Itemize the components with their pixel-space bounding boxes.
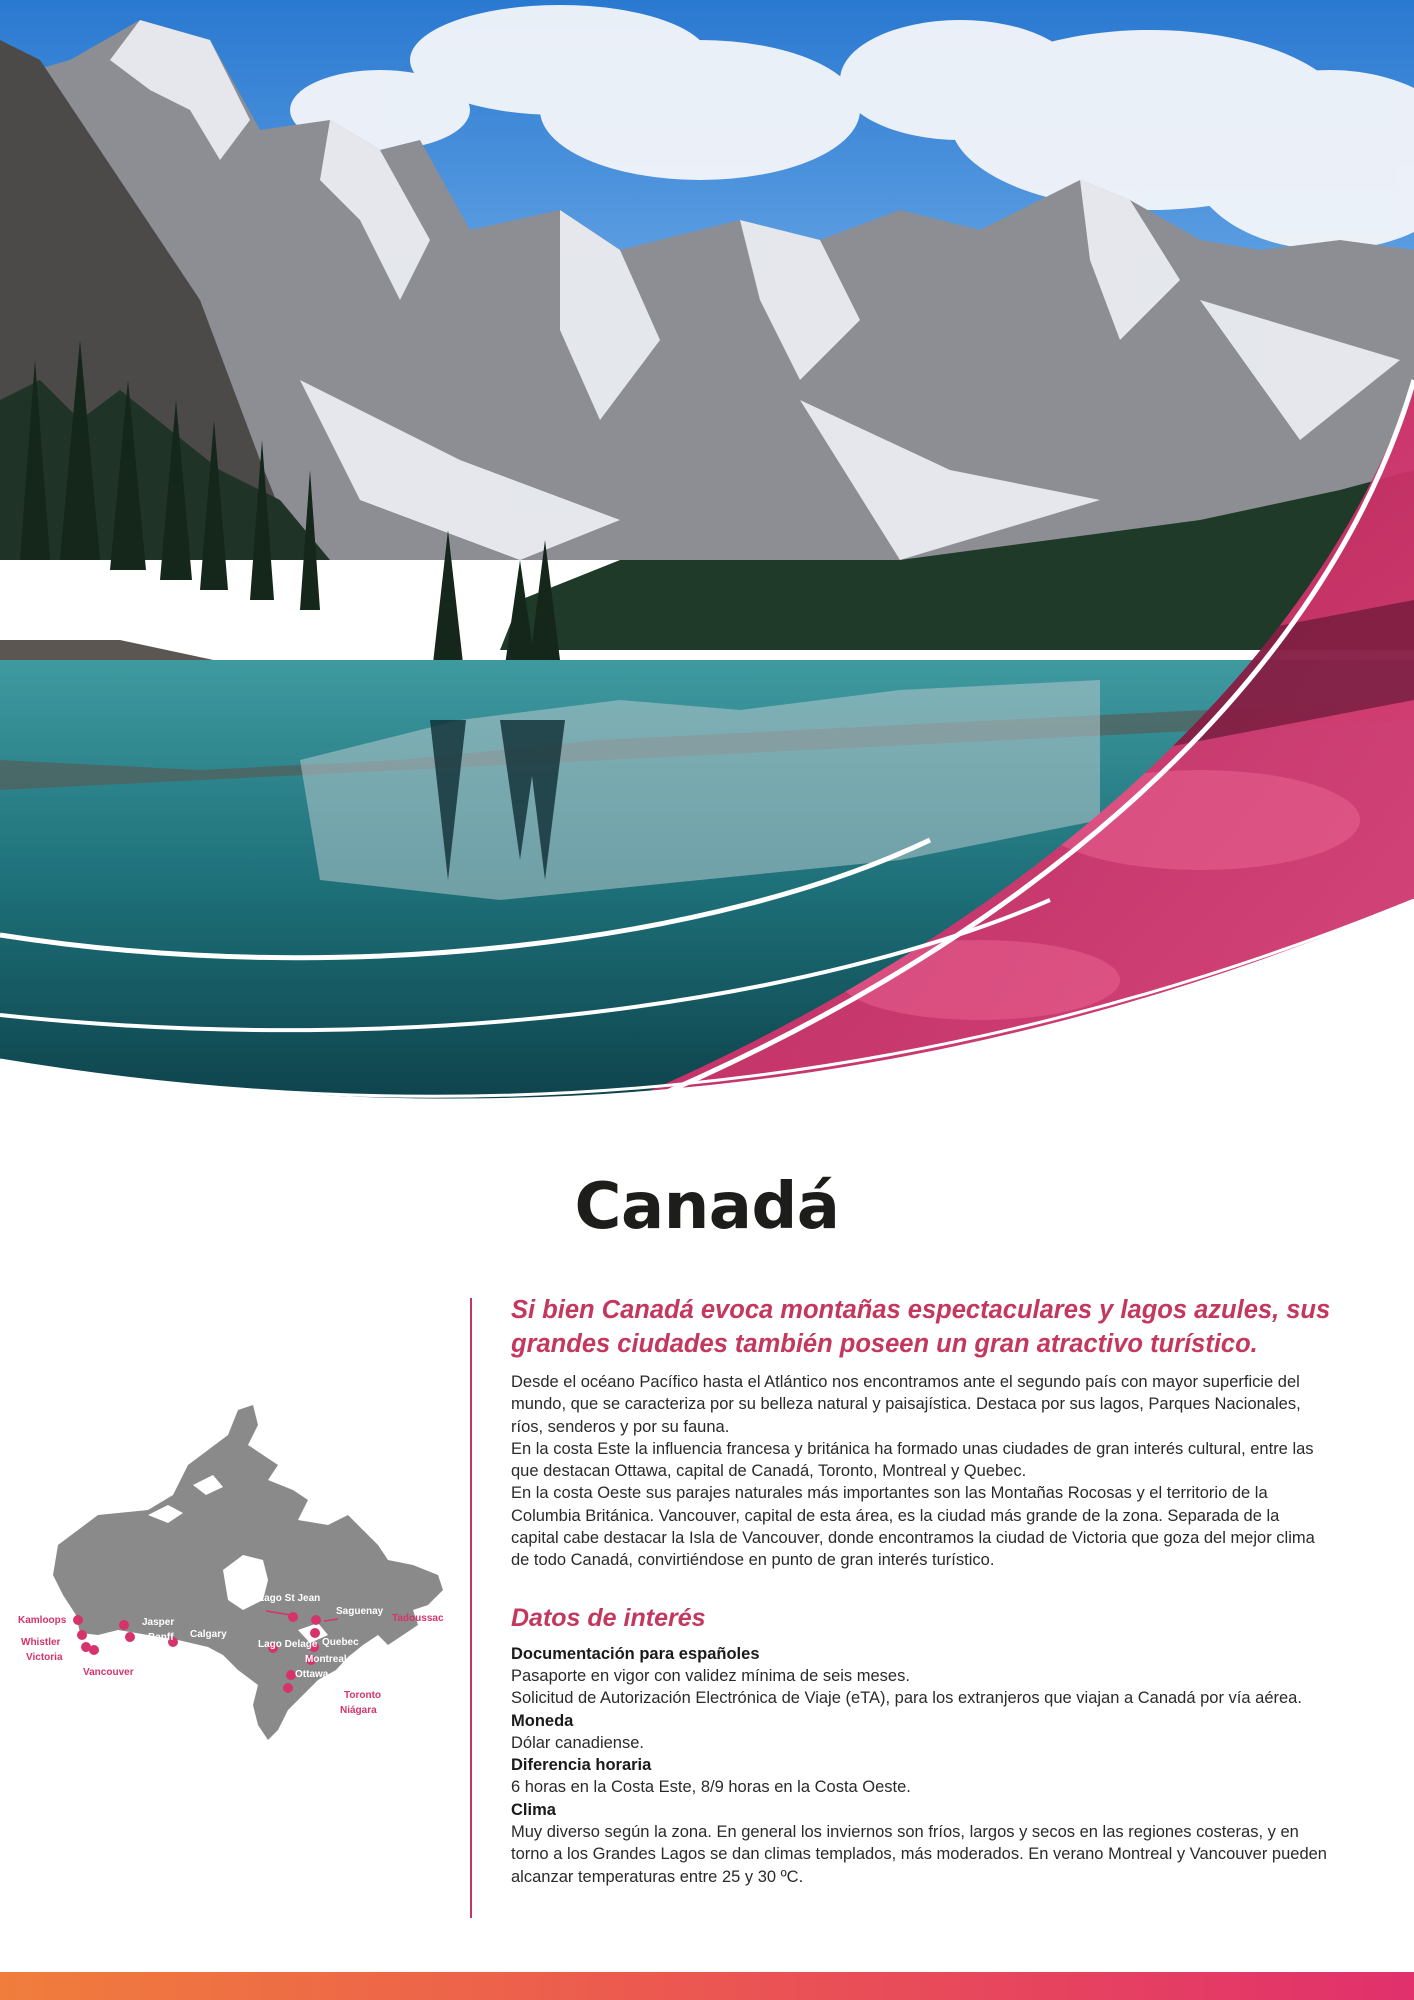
fact-label: Clima: [511, 1800, 556, 1819]
city-label: Victoria: [26, 1652, 63, 1663]
facts-heading: Datos de interés: [511, 1603, 706, 1632]
city-label: Toronto: [344, 1690, 382, 1701]
body-paragraph: En la costa Este la influencia francesa y británica ha formado unas ciudades de gran interés cultural, entre las que destacan Ottawa, capital de Canadá, Toronto, Montreal y Quebec.: [511, 1439, 1314, 1481]
facts-list: [511, 1643, 1331, 1888]
lead-text: Si bien Canadá evoca montañas espectaculares y lagos azules, sus grandes ciudades también poseen un gran atractivo turístico.: [511, 1296, 1331, 1358]
fact-line: 6 horas en la Costa Este, 8/9 horas en la Costa Oeste.: [511, 1778, 911, 1797]
fact-line: Dólar canadiense.: [511, 1733, 644, 1752]
fact-label: Moneda: [511, 1711, 574, 1730]
fact-line: Muy diverso según la zona. En general los inviernos son fríos, largos y secos en las regiones costeras, y en torno a los Grandes Lagos se dan climas templados, más moderados. En verano Montreal y Vancouver pueden alcanzar temperaturas entre 25 y 30 ºC.: [511, 1823, 1327, 1886]
page-title: Canadá: [574, 1170, 840, 1244]
city-label: Vancouver: [83, 1667, 134, 1678]
body-paragraph: Desde el océano Pacífico hasta el Atlántico nos encontramos ante el segundo país con mayor superficie del mundo, que se caracteriza por su belleza natural y paisajística. Destaca por sus lagos, Parques Nacionales, ríos, senderos y por su fauna.: [511, 1373, 1301, 1436]
fact-line: Solicitud de Autorización Electrónica de Viaje (eTA), para los extranjeros que viajan a Canadá por vía aérea.: [511, 1689, 1302, 1708]
body-paragraph: En la costa Oeste sus parajes naturales más importantes son las Montañas Rocosas y el territorio de la Columbia Británica. Vancouver, capital de esta área, es la ciudad más grande de la zona. Separada de la capital cabe destacar la Isla de Vancouver, donde encontramos la ciudad de Victoria que goza del mejor clima de todo Canadá, convirtiéndose en punto de gran interés turístico.: [511, 1484, 1315, 1570]
fact-label: Diferencia horaria: [511, 1756, 652, 1775]
city-label: Calgary: [190, 1629, 227, 1640]
content-column: [511, 1293, 1331, 1888]
city-label: Lago Delage: [258, 1639, 318, 1650]
city-label: Tadoussac: [392, 1613, 444, 1624]
city-label: Niágara: [340, 1705, 377, 1716]
fact-label: Documentación para españoles: [511, 1644, 760, 1663]
canada-map: [18, 1395, 458, 1745]
city-label: Jasper: [142, 1617, 175, 1628]
city-label: Whistler: [21, 1637, 61, 1648]
city-label: Montreal: [305, 1654, 347, 1665]
city-label: Ottawa: [295, 1669, 329, 1680]
city-label: Kamloops: [18, 1615, 67, 1626]
city-label: Quebec: [322, 1637, 359, 1648]
city-label: Lago St Jean: [258, 1593, 321, 1604]
city-label: Saguenay: [336, 1606, 384, 1617]
vertical-divider: [470, 1298, 472, 1918]
city-label: Banff: [148, 1632, 174, 1643]
bottom-gradient-bar: [0, 1972, 1414, 2000]
fact-line: Pasaporte en vigor con validez mínima de seis meses.: [511, 1666, 910, 1685]
